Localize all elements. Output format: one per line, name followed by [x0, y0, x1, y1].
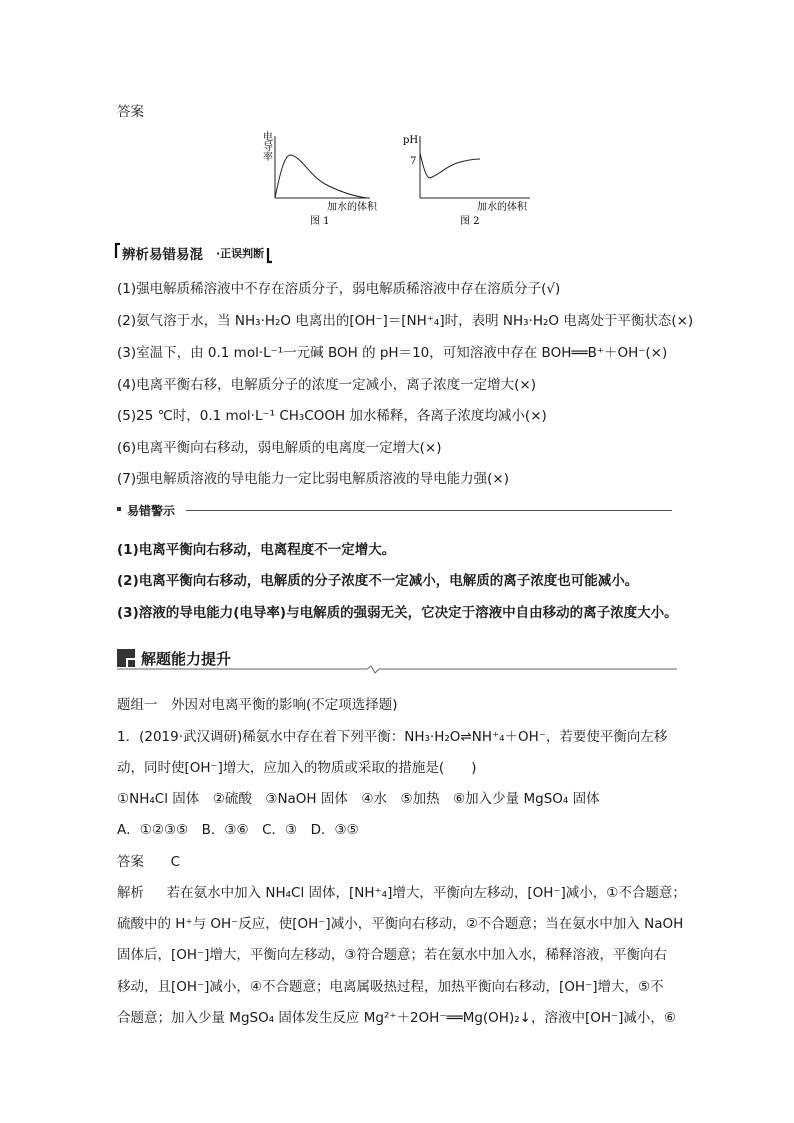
answer-row — [117, 852, 180, 872]
figure-1-conductivity-graph — [255, 128, 380, 228]
answer-label: 答案 — [117, 104, 144, 120]
fig2-curve — [420, 153, 480, 178]
analysis-line: 合题意；加入少量 MgSO₄ 固体发生反应 Mg²⁺＋2OH⁻══Mg(OH)₂↓，溶液中[OH⁻]减小，⑥ — [117, 1010, 676, 1026]
warning-item: (1)电离平衡向右移动，电离程度不一定增大。 — [117, 542, 396, 558]
judge-item: (1)强电解质稀溶液中不存在溶质分子，弱电解质稀溶液中存在溶质分子(√) — [117, 281, 561, 297]
fig1-caption: 图 1 — [310, 216, 330, 227]
ability-title: 解题能力提升 — [141, 650, 232, 668]
question-line: 1．(2019·武汉调研)稀氨水中存在着下列平衡：NH₃·H₂O⇌NH⁺₄＋OH⁻，若要使平衡向左移 — [117, 729, 668, 745]
bullet-square-icon — [117, 507, 121, 511]
judge-item: (7)强电解质溶液的导电能力一定比弱电解质溶液的导电能力强(×) — [117, 471, 509, 487]
analysis-line: 硫酸中的 H⁺与 OH⁻反应，使[OH⁻]减小，平衡向右移动，②不合题意；当在氨水中加入 NaOH — [117, 916, 684, 932]
warning-divider — [186, 510, 672, 511]
judge-item: (2)氨气溶于水，当 NH₃·H₂O 电离出的[OH⁻]＝[NH⁺₄]时，表明 NH₃·H₂O 电离处于平衡状态(×) — [117, 313, 694, 329]
warning-item: (3)溶液的导电能力(电导率)与电解质的强弱无关，它决定于溶液中自由移动的离子浓度大小。 — [117, 605, 678, 621]
fig2-ylabel: pH — [403, 135, 419, 146]
analysis-label: 解析 — [117, 885, 144, 901]
analysis-line: 若在氨水中加入 NH₄Cl 固体，[NH⁺₄]增大，平衡向左移动，[OH⁻]减小，①不合题意； — [166, 885, 686, 901]
judge-item: (3)室温下，由 0.1 mol·L⁻¹一元碱 BOH 的 pH＝10，可知溶液中存在 BOH══B⁺＋OH⁻(×) — [117, 345, 668, 361]
analysis-line: 移动，且[OH⁻]减小，④不合题意；电离属吸热过程，加热平衡向右移动，[OH⁻]增大，⑤不 — [117, 979, 664, 995]
question-options: ①NH₄Cl 固体 ②硫酸 ③NaOH 固体 ④水 ⑤加热 ⑥加入少量 MgSO₄ 固体 — [117, 791, 600, 807]
fig2-caption: 图 2 — [460, 216, 480, 227]
question-line: 动，同时使[OH⁻]增大，应加入的物质或采取的措施是( ) — [117, 760, 477, 776]
group-title: 题组一 外因对电离平衡的影响(不定项选择题) — [117, 697, 398, 713]
fig1-ylabel-1: 电 — [263, 132, 273, 143]
analysis-line: 固体后，[OH⁻]增大，平衡向左移动，③符合题意；若在氨水中加入水，稀释溶液，平衡向右 — [117, 947, 668, 963]
fig1-xlabel: 加水的体积 — [327, 202, 377, 213]
warning-title: 易错警示 — [127, 504, 176, 518]
fig1-ylabel-2: 导 — [263, 142, 273, 153]
fig2-xlabel: 加水的体积 — [477, 202, 527, 213]
answer-row-label: 答案 — [117, 854, 144, 870]
judge-item: (5)25 ℃时，0.1 mol·L⁻¹ CH₃COOH 加水稀释，各离子浓度均减小(×) — [117, 408, 547, 424]
judge-section-subtitle: ·正误判断 — [216, 247, 265, 260]
judge-section-title: 辨析易错易混 — [122, 247, 203, 263]
judge-item: (6)电离平衡向右移动，弱电解质的电离度一定增大(×) — [117, 440, 442, 456]
figure-2-ph-graph — [395, 128, 540, 228]
warning-item: (2)电离平衡向右移动，电解质的分子浓度不一定减小，电解质的离子浓度也可能减小。 — [117, 573, 639, 589]
ability-divider — [117, 664, 677, 674]
fig2-tick-7: 7 — [410, 156, 417, 167]
fig1-curve — [275, 155, 367, 198]
fig1-ylabel-3: 率 — [263, 152, 273, 163]
analysis-first-line — [117, 883, 686, 903]
answer-value: C — [170, 854, 181, 870]
question-choices: A．①②③⑤ B．③⑥ C．③ D．③⑤ — [117, 822, 359, 838]
judge-item: (4)电离平衡右移，电解质分子的浓度一定减小，离子浓度一定增大(×) — [117, 377, 536, 393]
